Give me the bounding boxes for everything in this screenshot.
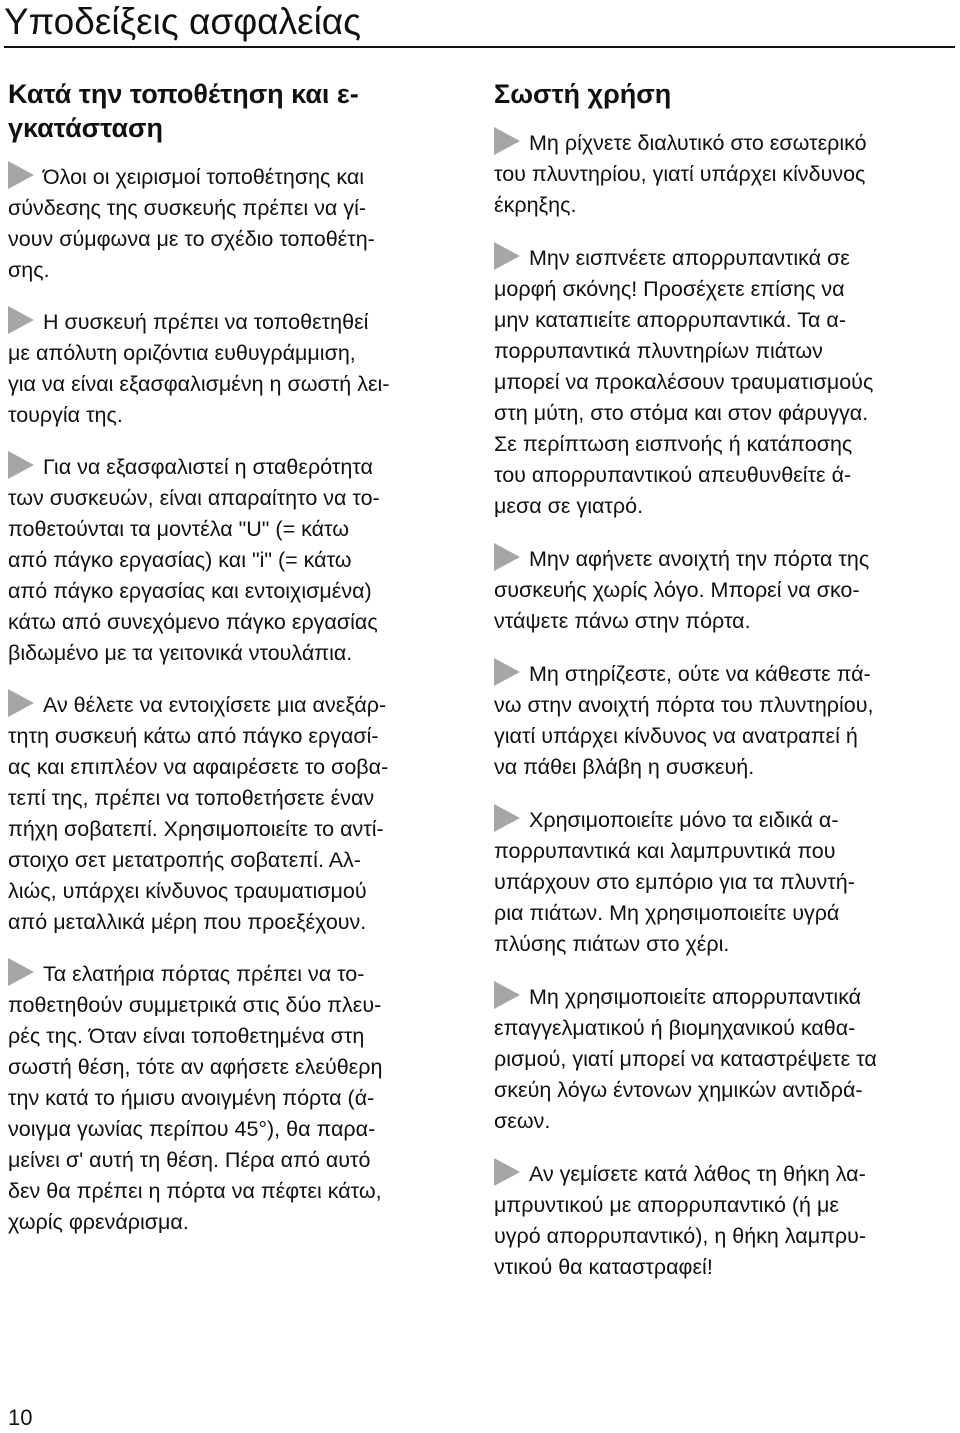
installation-heading [8,77,463,145]
title-divider [4,46,955,48]
correct-use-item-text: Αν γεμίσετε κατά λάθος τη θήκη λα- μπρυντικού με απορρυπαντικό (ή με υγρό απορρυπαντικό), η θήκη λαμπρυ- ντικού θα καταστραφεί! [494,1162,867,1279]
installation-item [8,958,463,1238]
installation-item-text: Τα ελατήρια πόρτας πρέπει να το- ποθετηθούν συμμετρικά στις δύο πλευ- ρές της. Όταν είναι τοποθετημένα στη σωστή θέση, τότε αν αφήσετε ελεύθερη την κατά το ήμισυ ανοιγμένη πόρτα (ά- νοιγμα γωνίας περίπου 45°), θα παρα- μείνει σ' αυτή τη θέση. Πέρα από αυτό δεν θα πρέπει η πόρτα να πέφτει κάτω, χωρίς φρενάρισμα. [8,962,383,1234]
correct-use-item [494,1158,949,1283]
correct-use-item [494,804,949,960]
arrow-right-icon [494,242,520,270]
installation-item [8,306,463,431]
installation-item [8,161,463,286]
correct-use-item [494,658,949,783]
arrow-right-icon [494,543,520,571]
correct-use-item-text: Μη στηρίζεστε, ούτε να κάθεστε πά- νω στην ανοιχτή πόρτα του πλυντηρίου, γιατί υπάρχει κίνδυνος να ανατραπεί ή να πάθει βλάβη η συσκευή. [494,662,874,779]
installation-item-text: Όλοι οι χειρισμοί τοποθέτησης και σύνδεσης της συσκευής πρέπει να γί- νουν σύμφωνα με το σχέδιο τοποθέτη- σης. [8,165,375,282]
arrow-right-icon [494,658,520,686]
arrow-right-icon [494,981,520,1009]
installation-heading-text: Κατά την τοποθέτηση και ε- γκατάσταση [8,79,359,143]
page-title: Υποδείξεις ασφαλείας [4,1,362,42]
installation-item [8,451,463,669]
arrow-right-icon [494,127,520,155]
correct-use-item-text: Μην εισπνέετε απορρυπαντικά σε μορφή σκόνης! Προσέχετε επίσης να μην καταπιείτε απορρυπαντικά. Τα α- πορρυπαντικά πλυντηρίων πιάτων μπορεί να προκαλέσουν τραυματισμούς στη μύτη, στο στόμα και στον φάρυγγα. Σε περίπτωση εισπνοής ή κατάποσης του απορρυπαντικού απευθυνθείτε ά- μεσα σε γιατρό. [494,246,874,518]
correct-use-item-text: Μην αφήνετε ανοιχτή την πόρτα της συσκευής χωρίς λόγο. Μπορεί να σκο- ντάψετε πάνω στην πόρτα. [494,547,870,633]
correct-use-item [494,242,949,522]
correct-use-item-text: Μη ρίχνετε διαλυτικό στο εσωτερικό του πλυντηρίου, γιατί υπάρχει κίνδυνος έκρηξης. [494,131,867,217]
correct-use-item-text: Χρησιμοποιείτε μόνο τα ειδικά α- πορρυπαντικά και λαμπρυντικά που υπάρχουν στο εμπόριο για τα πλυντή- ρια πιάτων. Μη χρησιμοποιείτε υγρά πλύσης πιάτων στο χέρι. [494,808,855,956]
installation-item-text: Για να εξασφαλιστεί η σταθερότητα των συσκευών, είναι απαραίτητο να το- ποθετούνται τα μοντέλα "U" (= κάτω από πάγκο εργασίας) και "i" (= κάτω από πάγκο εργασίας και εντοιχισμένα) κάτω από συνεχόμενο πάγκο εργασίας βιδωμένο με τα γειτονικά ντουλάπια. [8,455,380,665]
installation-item-text: Αν θέλετε να εντοιχίσετε μια ανεξάρ- τητη συσκευή κάτω από πάγκο εργασί- ας και επιπλέον να αφαιρέσετε το σοβα- τεπί της, πρέπει να τοποθετήσετε έναν πήχη σοβατεπί. Χρησιμοποιείτε το αντί- στοιχο σετ μετατροπής σοβατεπί. Αλ- λιώς, υπάρχει κίνδυνος τραυματισμού από μεταλλικά μέρη που προεξέχουν. [8,693,389,934]
arrow-right-icon [494,804,520,832]
installation-column [8,76,463,1258]
arrow-right-icon [8,689,34,717]
arrow-right-icon [8,161,34,189]
correct-use-item [494,543,949,637]
correct-use-item [494,127,949,221]
correct-use-column [494,76,949,1304]
correct-use-heading: Σωστή χρήση [494,79,672,109]
correct-use-item-text: Μη χρησιμοποιείτε απορρυπαντικά επαγγελματικού ή βιομηχανικού καθα- ρισμού, γιατί μπορεί να καταστρέψετε τα σκεύη λόγω έντονων χημικών αντιδρά- σεων. [494,985,877,1133]
arrow-right-icon [8,958,34,986]
installation-item-text: Η συσκευή πρέπει να τοποθετηθεί με απόλυτη οριζόντια ευθυγράμμιση, για να είναι εξασφαλισμένη η σωστή λει- τουργία της. [8,310,390,427]
page-number: 10 [8,1405,33,1430]
arrow-right-icon [8,306,34,334]
arrow-right-icon [494,1158,520,1186]
correct-use-item [494,981,949,1137]
installation-item [8,689,463,938]
arrow-right-icon [8,451,34,479]
